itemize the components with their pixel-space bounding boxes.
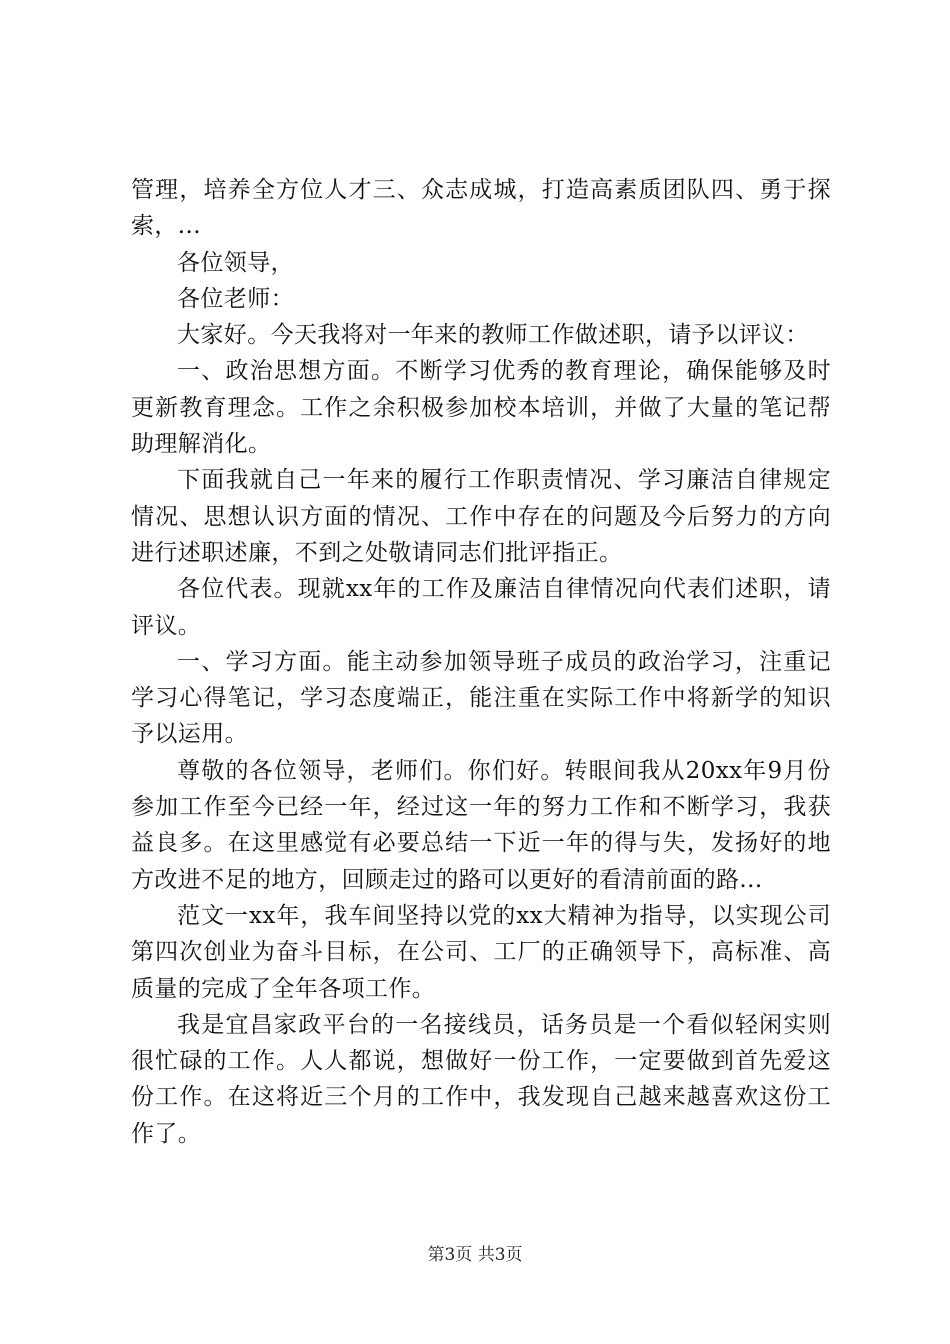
paragraph-study: 一、学习方面。能主动参加领导班子成员的政治学习，注重记学习心得笔记，学习态度端正，能注重在实际工作中将新学的知识予以运用。 [131, 648, 831, 748]
paragraph-duty-report: 下面我就自己一年来的履行工作职责情况、学习廉洁自律规定情况、思想认识方面的情况、工作中存在的问题及今后努力的方向进行述职述廉，不到之处敬请同志们批评指正。 [131, 467, 831, 566]
document-body [131, 172, 831, 1152]
paragraph-greeting: 大家好。今天我将对一年来的教师工作做述职，请予以评议： [177, 322, 809, 349]
paragraph-salutation-leaders: 各位领导， [177, 249, 294, 276]
paragraph-sample-one: 范文一xx年，我车间坚持以党的xx大精神为指导，以实现公司第四次创业为奋斗目标，在公司、工厂的正确领导下，高标准、高质量的完成了全年各项工作。 [131, 902, 831, 1002]
page-footer [0, 1244, 950, 1266]
paragraph-political-thought: 一、政治思想方面。不断学习优秀的教育理论，确保能够及时更新教育理念。工作之余积极参加校本培训，并做了大量的笔记帮助理解消化。 [131, 358, 831, 458]
paragraph-continued: 管理，培养全方位人才三、众志成城，打造高素质团队四、勇于探索，... [131, 177, 831, 240]
paragraph-operator: 我是宜昌家政平台的一名接线员，话务员是一个看似轻闲实则很忙碌的工作。人人都说，想做好一份工作，一定要做到首先爱这份工作。在这将近三个月的工作中，我发现自己越来越喜欢这份工作了。 [131, 1011, 831, 1147]
page-number: 第3页 共3页 [427, 1245, 523, 1265]
paragraph-one-year-summary: 尊敬的各位领导，老师们。你们好。转眼间我从20xx年9月份参加工作至今已经一年，经过这一年的努力工作和不断学习，我获益良多。在这里感觉有必要总结一下近一年的得与失，发扬好的地方改进不足的地方，回顾走过的路可以更好的看清前面的路... [131, 757, 831, 893]
paragraph-representatives: 各位代表。现就xx年的工作及廉洁自律情况向代表们述职，请评议。 [131, 576, 831, 639]
paragraph-salutation-teachers: 各位老师： [177, 285, 294, 312]
